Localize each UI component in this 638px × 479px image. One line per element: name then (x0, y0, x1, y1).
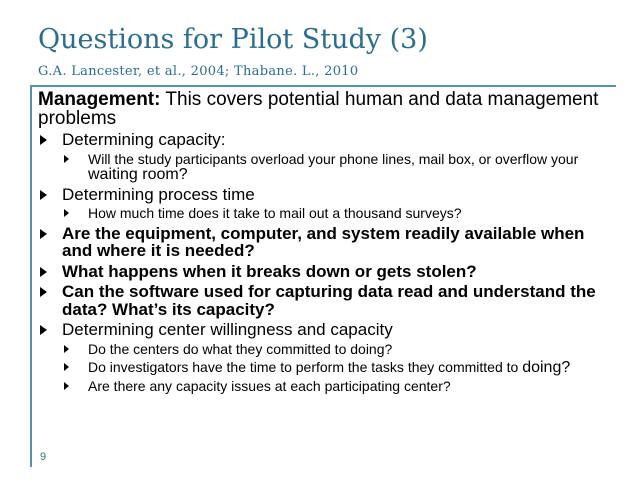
list-item-text: Are there any capacity issues at each participating center? (88, 377, 451, 394)
list-item (38, 131, 618, 149)
arrow-bullet-icon (40, 287, 47, 297)
list-item-text: Do investigators have the time to perform the tasks they committed to (88, 359, 519, 375)
list-item-text: Determining process time (62, 184, 255, 204)
list-item-text: Determining center willingness and capacity (62, 320, 393, 339)
sub-list-item (38, 360, 618, 376)
arrow-bullet-icon (64, 363, 69, 371)
top-rule (30, 85, 616, 87)
arrow-bullet-icon (40, 325, 47, 335)
list-item-text: Can the software used for capturing data read and understand the data? What’s its capacity? (62, 282, 596, 319)
section-heading (38, 90, 618, 128)
list-item-text: What happens when it breaks down or gets stolen? (62, 261, 477, 281)
left-rule (30, 87, 32, 467)
sub-list-item (38, 342, 618, 358)
list-item-text: How much time does it take to mail out a thousand surveys? (88, 205, 462, 221)
slide-body (38, 90, 618, 394)
list-item-text: Do the centers do what they committed to doing? (88, 340, 393, 357)
list-item (38, 186, 618, 204)
list-item-text-tail: waiting room? (88, 166, 188, 183)
list-item (38, 263, 618, 281)
arrow-bullet-icon (64, 345, 69, 353)
list-item-text-tail: doing? (522, 359, 571, 376)
list-item-text: Are the equipment, computer, and system readily available when and where it is needed? (62, 223, 585, 260)
sub-list-item (38, 379, 618, 395)
list-item-text: Will the study participants overload your phone lines, mail box, or overflow your (88, 150, 579, 167)
heading-bold: Management: (38, 89, 161, 110)
sub-list-item (38, 206, 618, 222)
arrow-bullet-icon (40, 229, 47, 239)
arrow-bullet-icon (64, 382, 69, 390)
arrow-bullet-icon (40, 190, 47, 200)
arrow-bullet-icon (40, 267, 47, 277)
sub-list-item (38, 152, 618, 183)
heading-text: This covers potential human and data management problems (38, 89, 599, 129)
arrow-bullet-icon (64, 209, 69, 217)
arrow-bullet-icon (64, 155, 69, 163)
arrow-bullet-icon (40, 135, 47, 145)
slide-subtitle: G.A. Lancester, et al., 2004; Thabane. L., 2010 (38, 64, 359, 79)
list-item (38, 321, 618, 339)
list-item (38, 225, 618, 260)
list-item (38, 283, 618, 318)
list-item-text: Determining capacity: (62, 130, 226, 149)
slide-title: Questions for Pilot Study (3) (38, 24, 428, 55)
page-number: 9 (40, 451, 47, 463)
